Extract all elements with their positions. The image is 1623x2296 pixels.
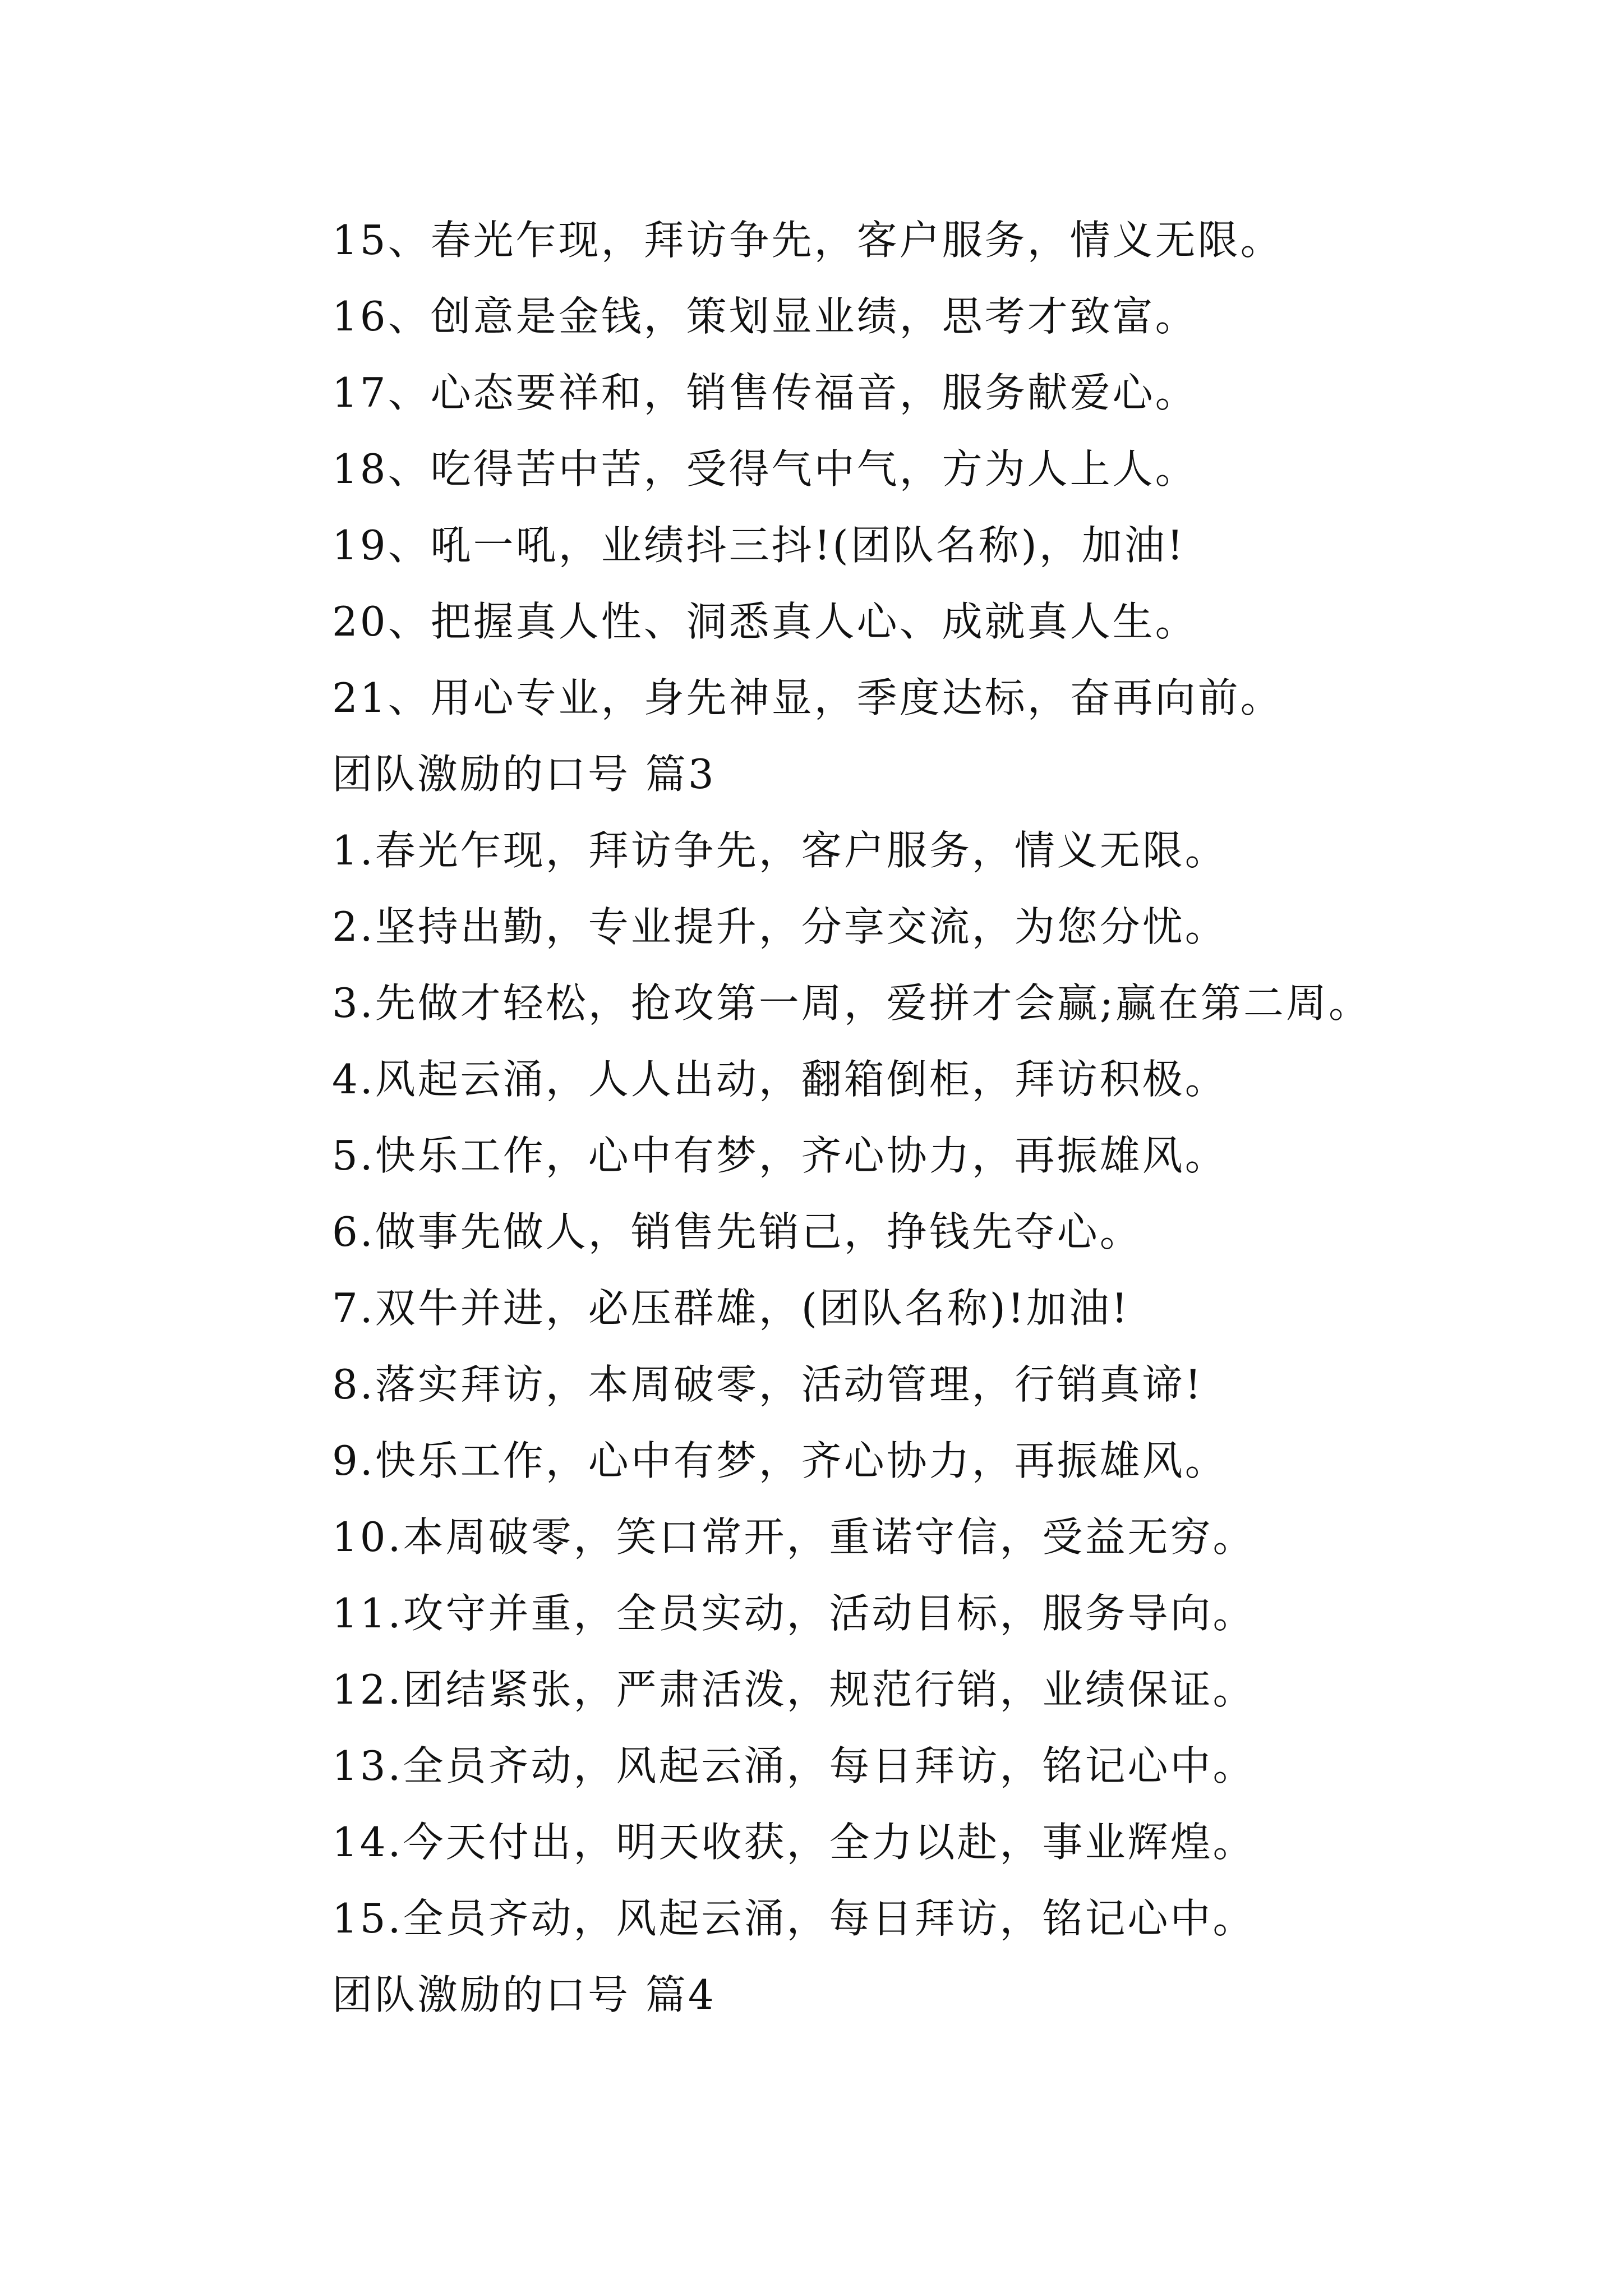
slogan-line: 8.落实拜访，本周破零，活动管理，行销真谛!: [332, 1361, 1204, 1408]
slogan-line: 19、吼一吼，业绩抖三抖!(团队名称)，加油!: [332, 522, 1186, 569]
slogan-line: 21、用心专业，身先神显，季度达标，奋再向前。: [332, 674, 1283, 721]
slogan-line: 1.春光乍现，拜访争先，客户服务，情义无限。: [332, 827, 1228, 874]
slogan-line: 2.坚持出勤，专业提升，分享交流，为您分忧。: [332, 903, 1228, 950]
section-heading: 团队激励的口号 篇4: [332, 1971, 716, 2018]
slogan-line: 12.团结紧张，严肃活泼，规范行销，业绩保证。: [332, 1666, 1256, 1713]
slogan-line: 14.今天付出，明天收获，全力以赴，事业辉煌。: [332, 1819, 1256, 1866]
slogan-line: 20、把握真人性、洞悉真人心、成就真人生。: [332, 598, 1198, 645]
slogan-line: 9.快乐工作，心中有梦，齐心协力，再振雄风。: [332, 1437, 1228, 1484]
slogan-line: 16、创意是金钱，策划显业绩，思考才致富。: [332, 293, 1198, 340]
slogan-line: 11.攻守并重，全员实动，活动目标，服务导向。: [332, 1590, 1256, 1637]
slogan-line: 10.本周破零，笑口常开，重诺守信，受益无穷。: [332, 1513, 1256, 1561]
slogan-line: 4.风起云涌，人人出动，翻箱倒柜，拜访积极。: [332, 1056, 1228, 1103]
slogan-line: 15、春光乍现，拜访争先，客户服务，情义无限。: [332, 217, 1283, 264]
slogan-line: 7.双牛并进，必压群雄，(团队名称)!加油!: [332, 1285, 1130, 1332]
slogan-line: 18、吃得苦中苦，受得气中气，方为人上人。: [332, 445, 1198, 493]
slogan-line: 13.全员齐动，风起云涌，每日拜访，铭记心中。: [332, 1742, 1256, 1789]
slogan-line: 17、心态要祥和，销售传福音，服务献爱心。: [332, 369, 1198, 416]
slogan-line: 6.做事先做人，销售先销己，挣钱先夺心。: [332, 1208, 1142, 1255]
slogan-line: 5.快乐工作，心中有梦，齐心协力，再振雄风。: [332, 1132, 1228, 1179]
section-heading: 团队激励的口号 篇3: [332, 751, 716, 798]
slogan-line: 15.全员齐动，风起云涌，每日拜访，铭记心中。: [332, 1895, 1256, 1942]
slogan-line: 3.先做才轻松，抢攻第一周，爱拼才会赢;赢在第二周。: [332, 979, 1371, 1027]
document-body: [332, 202, 1594, 2033]
